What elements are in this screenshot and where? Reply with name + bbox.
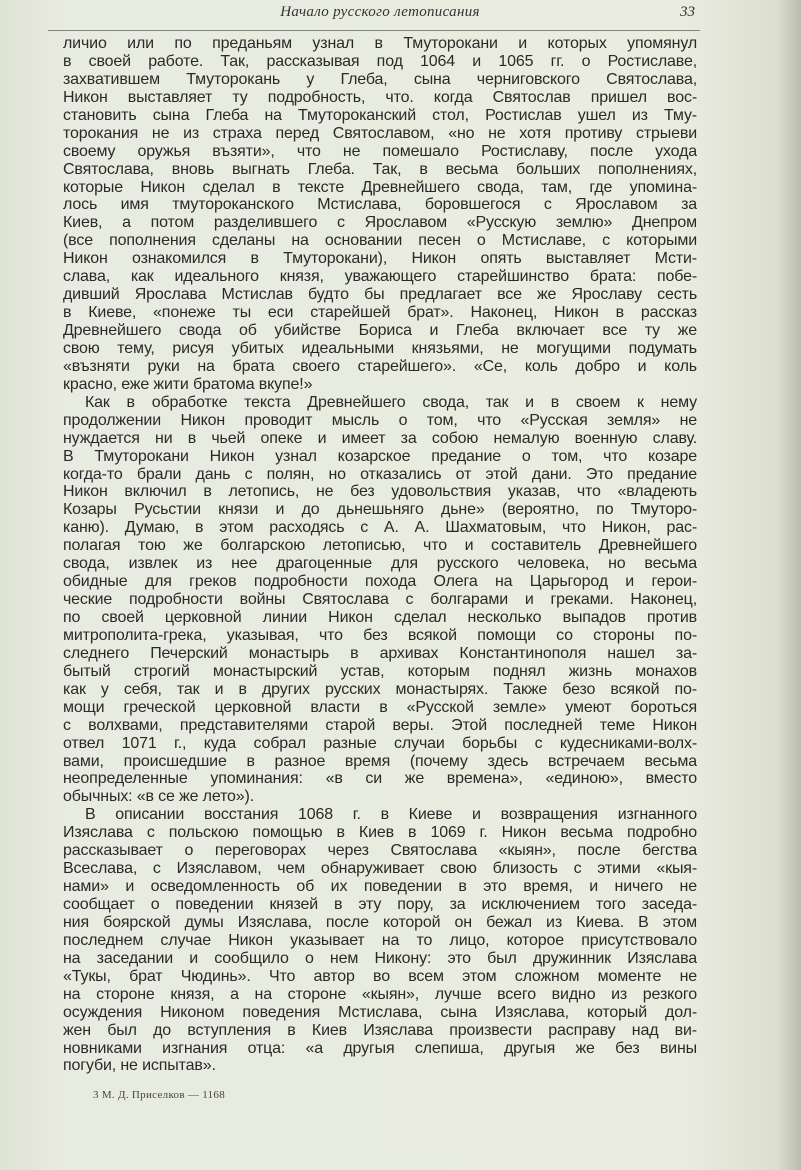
text-line: обидные для греков подробности похода Олега на Царьгород и герои- xyxy=(63,573,697,591)
text-line: захватившем Тмуторокань у Глеба, сына черниговского Святослава, xyxy=(63,70,697,88)
text-line: Всеслава, с Изяславом, чем обнаруживает свою близость с этими «кыя- xyxy=(63,860,697,878)
text-line: митрополита-грека, указывая, что без всякой помощи со стороны по- xyxy=(63,626,697,644)
text-line: следнего Печерский монастырь в архивах Константинополя нашел за- xyxy=(63,644,697,662)
text-line: В Тмуторокани Никон узнал козарское предание о том, что козаре xyxy=(63,447,697,465)
text-line: Никон включил в летопись, не без удовольствия указав, что «владеють xyxy=(63,483,697,501)
text-line: нуждается ни в чьей опеке и имеет за собою немалую военную славу. xyxy=(63,429,697,447)
text-line: свою тему, рисуя убитых идеальными князьями, не могущими подумать xyxy=(63,339,697,357)
body-text xyxy=(63,35,697,1075)
text-line: Киев, а потом разделившего с Ярославом «Русскую землю» Днепром xyxy=(63,214,697,232)
text-line: в своей работе. Так, рассказывая под 1064 и 1065 гг. о Ростиславе, xyxy=(63,52,697,70)
text-line: на стороне князя, а на стороне «кыян», лучше всего видно из резкого xyxy=(63,985,697,1003)
text-line: Святослава, вновь выгнать Глеба. Так, в весьма больших пополнениях, xyxy=(63,160,697,178)
text-line: слава, как идеального князя, уважающего старейшинство брата: побе- xyxy=(63,268,697,286)
page-number: 33 xyxy=(680,4,695,20)
text-line: ния боярской думы Изяслава, после которой он бежал из Киева. В этом xyxy=(63,913,697,931)
text-line: рассказывает о переговорах через Святослава «кыян», после бегства xyxy=(63,842,697,860)
text-line: продолжении Никон проводит мысль о том, что «Русская земля» не xyxy=(63,411,697,429)
paragraph xyxy=(63,35,697,394)
text-line: с волхвами, представителями старой веры. Этой последней теме Никон xyxy=(63,716,697,734)
text-line: своему оружья възяти», что не помешало Ростиславу, после ухода xyxy=(63,142,697,160)
running-title: Начало русского летописания xyxy=(280,4,480,20)
text-line: вами, происшедшие в разное время (почему здесь встречаем весьма xyxy=(63,752,697,770)
text-line: красно, еже жити братома вкупе!» xyxy=(63,375,313,393)
text-line: ческие подробности войны Святослава с болгарами и греками. Наконец, xyxy=(63,591,697,609)
text-line: погуби, не испытав». xyxy=(63,1057,216,1075)
text-line: лось имя тмутороканского Мстислава, боровшегося с Ярославом за xyxy=(63,196,697,214)
text-line: личио или по преданьям узнал в Тмуторокани и которых упомянул xyxy=(63,35,697,52)
paragraph xyxy=(63,394,697,807)
printer-signature: 3 М. Д. Приселков — 1168 xyxy=(93,1089,226,1101)
text-line: «възняти руки на брата своего старейшего». «Се, коль добро и коль xyxy=(63,357,697,375)
text-line: свода, извлек из нее драгоценные для русского человека, но весьма xyxy=(63,555,697,573)
text-line: отвел 1071 г., куда собрал разные случаи борьбы с кудесниками-волх- xyxy=(63,734,697,752)
text-line: каню). Думаю, в этом расходясь с А. А. Шахматовым, что Никон, рас- xyxy=(63,519,697,537)
text-line: мощи греческой церковной власти в «Русской земле» умеют бороться xyxy=(63,698,697,716)
text-line: В описании восстания 1068 г. в Киеве и возвращения изгнанного xyxy=(85,806,697,824)
text-line: обычных: «в се же лето»). xyxy=(63,788,255,806)
text-line: в Киеве, «понеже ты еси старейшей брат». Наконец, Никон в рассказ xyxy=(63,304,697,322)
text-line: становить сына Глеба на Тмутороканский стол, Ростислав ушел из Тму- xyxy=(63,106,697,124)
paragraph xyxy=(63,806,697,1075)
text-line: полагая тою же болгарскою летописью, что и составитель Древнейшего xyxy=(63,537,697,555)
text-line: Козары Русьстии князи и до дьнешьняго дьне» (вероятно, по Тмуторо- xyxy=(63,501,697,519)
text-line: Никон ознакомился в Тмуторокани), Никон опять выставляет Мсти- xyxy=(63,250,697,268)
text-line: сообщает о поведении князей в эту пору, за исключением того заседа- xyxy=(63,896,697,913)
text-line: по своей церковной линии Никон сделал несколько выпадов против xyxy=(63,609,697,626)
text-line: осуждения Никоном поведения Мстислава, сына Изяслава, который дол- xyxy=(63,1003,697,1021)
text-line: «Тукы, брат Чюдинь». Что автор во всем этом сложном моменте не xyxy=(63,967,697,985)
text-line: жен был до вступления в Киев Изяслава произвести расправу над ви- xyxy=(63,1021,697,1039)
text-line: как у себя, так и в других русских монастырях. Также безо всякой по- xyxy=(63,680,697,698)
text-line: Древнейшего свода об убийстве Бориса и Глеба включает все ту же xyxy=(63,322,697,339)
text-line: (все пополнения сделаны на основании песен о Мстиславе, с которыми xyxy=(63,232,697,250)
text-line: Никон выставляет ту подробность, что. когда Святослав пришел вос- xyxy=(63,88,697,106)
text-line: на заседании и сообщило о нем Никону: это был дружинник Изяслава xyxy=(63,949,697,967)
header-rule xyxy=(48,30,700,31)
text-line: которые Никон сделал в тексте Древнейшего свода, там, где упомина- xyxy=(63,178,697,196)
text-line: бытый строгий монастырский устав, которым поднял жизнь монахов xyxy=(63,662,697,680)
text-line: когда-то брали дань с полян, но отказались от этой дани. Это предание xyxy=(63,465,697,483)
text-line: последнем случае Никон указывает на то лицо, которое присутствовало xyxy=(63,931,697,949)
text-line: нами» и осведомленность об их поведении в это время, и ничего не xyxy=(63,878,697,896)
text-line: дивший Ярослава Мстислав будто бы предлагает все же Ярославу сесть xyxy=(63,286,697,304)
text-line: неопределенные упоминания: «в си же времена», «единою», вместо xyxy=(63,770,697,788)
text-line: новниками изгнания отца: «а другыя слепиша, другыя же без вины xyxy=(63,1039,697,1057)
page-header xyxy=(63,4,697,26)
text-line: Изяслава с польскою помощью в Киев в 1069 г. Никон весьма подробно xyxy=(63,824,697,842)
text-line: торокания не из страха перед Святославом, «но не хотя противу стрыеви xyxy=(63,124,697,142)
text-line: Как в обработке текста Древнейшего свода, так и в своем к нему xyxy=(85,393,697,411)
